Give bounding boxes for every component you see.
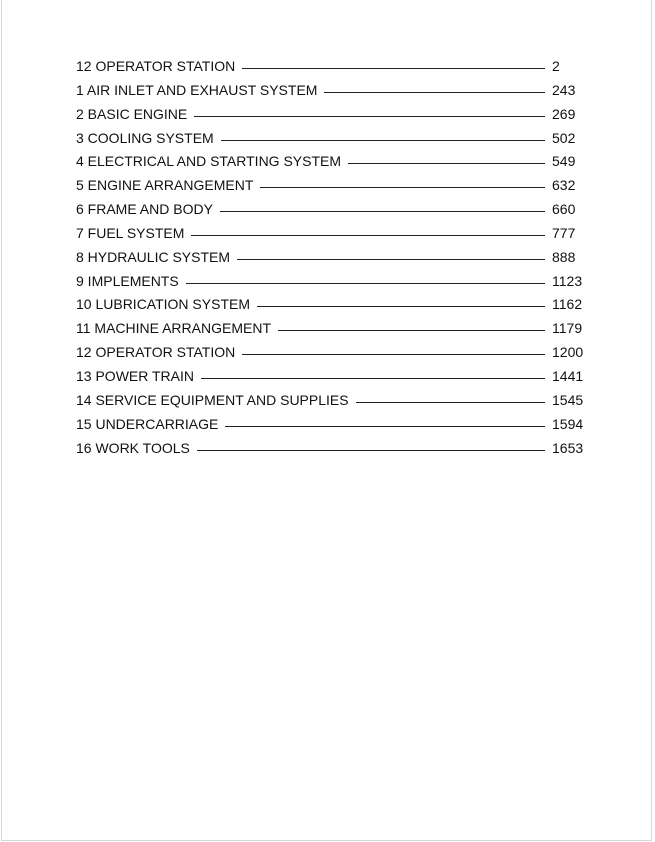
toc-leader-line xyxy=(194,116,545,117)
toc-entry-page: 660 xyxy=(552,201,576,218)
toc-entry[interactable] xyxy=(76,175,586,199)
toc-entry[interactable] xyxy=(76,247,586,271)
toc-entry-page: 549 xyxy=(552,153,576,170)
toc-entry[interactable] xyxy=(76,294,586,318)
toc-leader-line xyxy=(260,187,545,188)
toc-leader-line xyxy=(197,450,545,451)
toc-leader-line xyxy=(242,354,545,355)
toc-entry[interactable] xyxy=(76,199,586,223)
toc-entry-title: 6 FRAME AND BODY xyxy=(76,201,213,218)
toc-entry[interactable] xyxy=(76,151,586,175)
toc-entry-page: 1653 xyxy=(552,439,584,456)
toc-entry[interactable] xyxy=(76,104,586,128)
toc-entry-page: 1162 xyxy=(552,296,583,313)
toc-entry[interactable] xyxy=(76,56,586,80)
toc-leader-line xyxy=(225,426,545,427)
toc-entry[interactable] xyxy=(76,318,586,342)
toc-entry[interactable] xyxy=(76,80,586,104)
toc-entry-title: 10 LUBRICATION SYSTEM xyxy=(76,296,251,313)
toc-entry-title: 9 IMPLEMENTS xyxy=(76,272,179,289)
toc-leader-line xyxy=(257,306,545,307)
toc-entry[interactable] xyxy=(76,438,586,462)
toc-entry-title: 13 POWER TRAIN xyxy=(76,367,194,384)
document-page xyxy=(1,0,652,841)
toc-leader-line xyxy=(201,378,545,379)
toc-leader-line xyxy=(348,163,545,164)
toc-entry-title: 7 FUEL SYSTEM xyxy=(76,224,185,241)
toc-entry-title: 2 BASIC ENGINE xyxy=(76,105,188,122)
toc-entry-page: 777 xyxy=(552,224,576,241)
table-of-contents xyxy=(76,56,586,461)
toc-entry[interactable] xyxy=(76,414,586,438)
toc-entry[interactable] xyxy=(76,342,586,366)
toc-entry-title: 11 MACHINE ARRANGEMENT xyxy=(76,320,271,337)
toc-entry-page: 502 xyxy=(552,129,576,146)
toc-leader-line xyxy=(220,211,545,212)
toc-entry[interactable] xyxy=(76,366,586,390)
toc-entry-title: 5 ENGINE ARRANGEMENT xyxy=(76,177,254,194)
toc-leader-line xyxy=(221,140,545,141)
toc-entry-title: 3 COOLING SYSTEM xyxy=(76,129,214,146)
toc-entry-page: 888 xyxy=(552,248,576,265)
toc-entry-title: 12 OPERATOR STATION xyxy=(76,344,236,361)
toc-leader-line xyxy=(186,283,545,284)
toc-leader-line xyxy=(324,92,545,93)
toc-entry-title: 14 SERVICE EQUIPMENT AND SUPPLIES xyxy=(76,391,349,408)
toc-entry[interactable] xyxy=(76,271,586,295)
toc-entry-title: 8 HYDRAULIC SYSTEM xyxy=(76,248,231,265)
toc-entry-page: 1123 xyxy=(552,272,583,289)
toc-leader-line xyxy=(242,68,545,69)
toc-entry-page: 2 xyxy=(552,58,560,74)
toc-entry-title: 15 UNDERCARRIAGE xyxy=(76,415,219,432)
toc-entry-page: 1441 xyxy=(552,367,584,384)
toc-leader-line xyxy=(237,259,545,260)
toc-leader-line xyxy=(356,402,545,403)
toc-entry-page: 1200 xyxy=(552,344,584,361)
toc-leader-line xyxy=(278,330,545,331)
toc-entry-title: 12 OPERATOR STATION xyxy=(76,58,236,74)
toc-entry[interactable] xyxy=(76,128,586,152)
toc-entry-page: 243 xyxy=(552,81,576,98)
toc-entry[interactable] xyxy=(76,223,586,247)
toc-entry[interactable] xyxy=(76,390,586,414)
toc-entry-page: 632 xyxy=(552,177,576,194)
toc-leader-line xyxy=(191,235,545,236)
toc-entry-title: 1 AIR INLET AND EXHAUST SYSTEM xyxy=(76,81,318,98)
toc-entry-page: 1594 xyxy=(552,415,584,432)
toc-entry-page: 1179 xyxy=(552,320,583,337)
toc-entry-page: 1545 xyxy=(552,391,584,408)
toc-entry-title: 4 ELECTRICAL AND STARTING SYSTEM xyxy=(76,153,342,170)
toc-entry-page: 269 xyxy=(552,105,576,122)
toc-entry-title: 16 WORK TOOLS xyxy=(76,439,190,456)
